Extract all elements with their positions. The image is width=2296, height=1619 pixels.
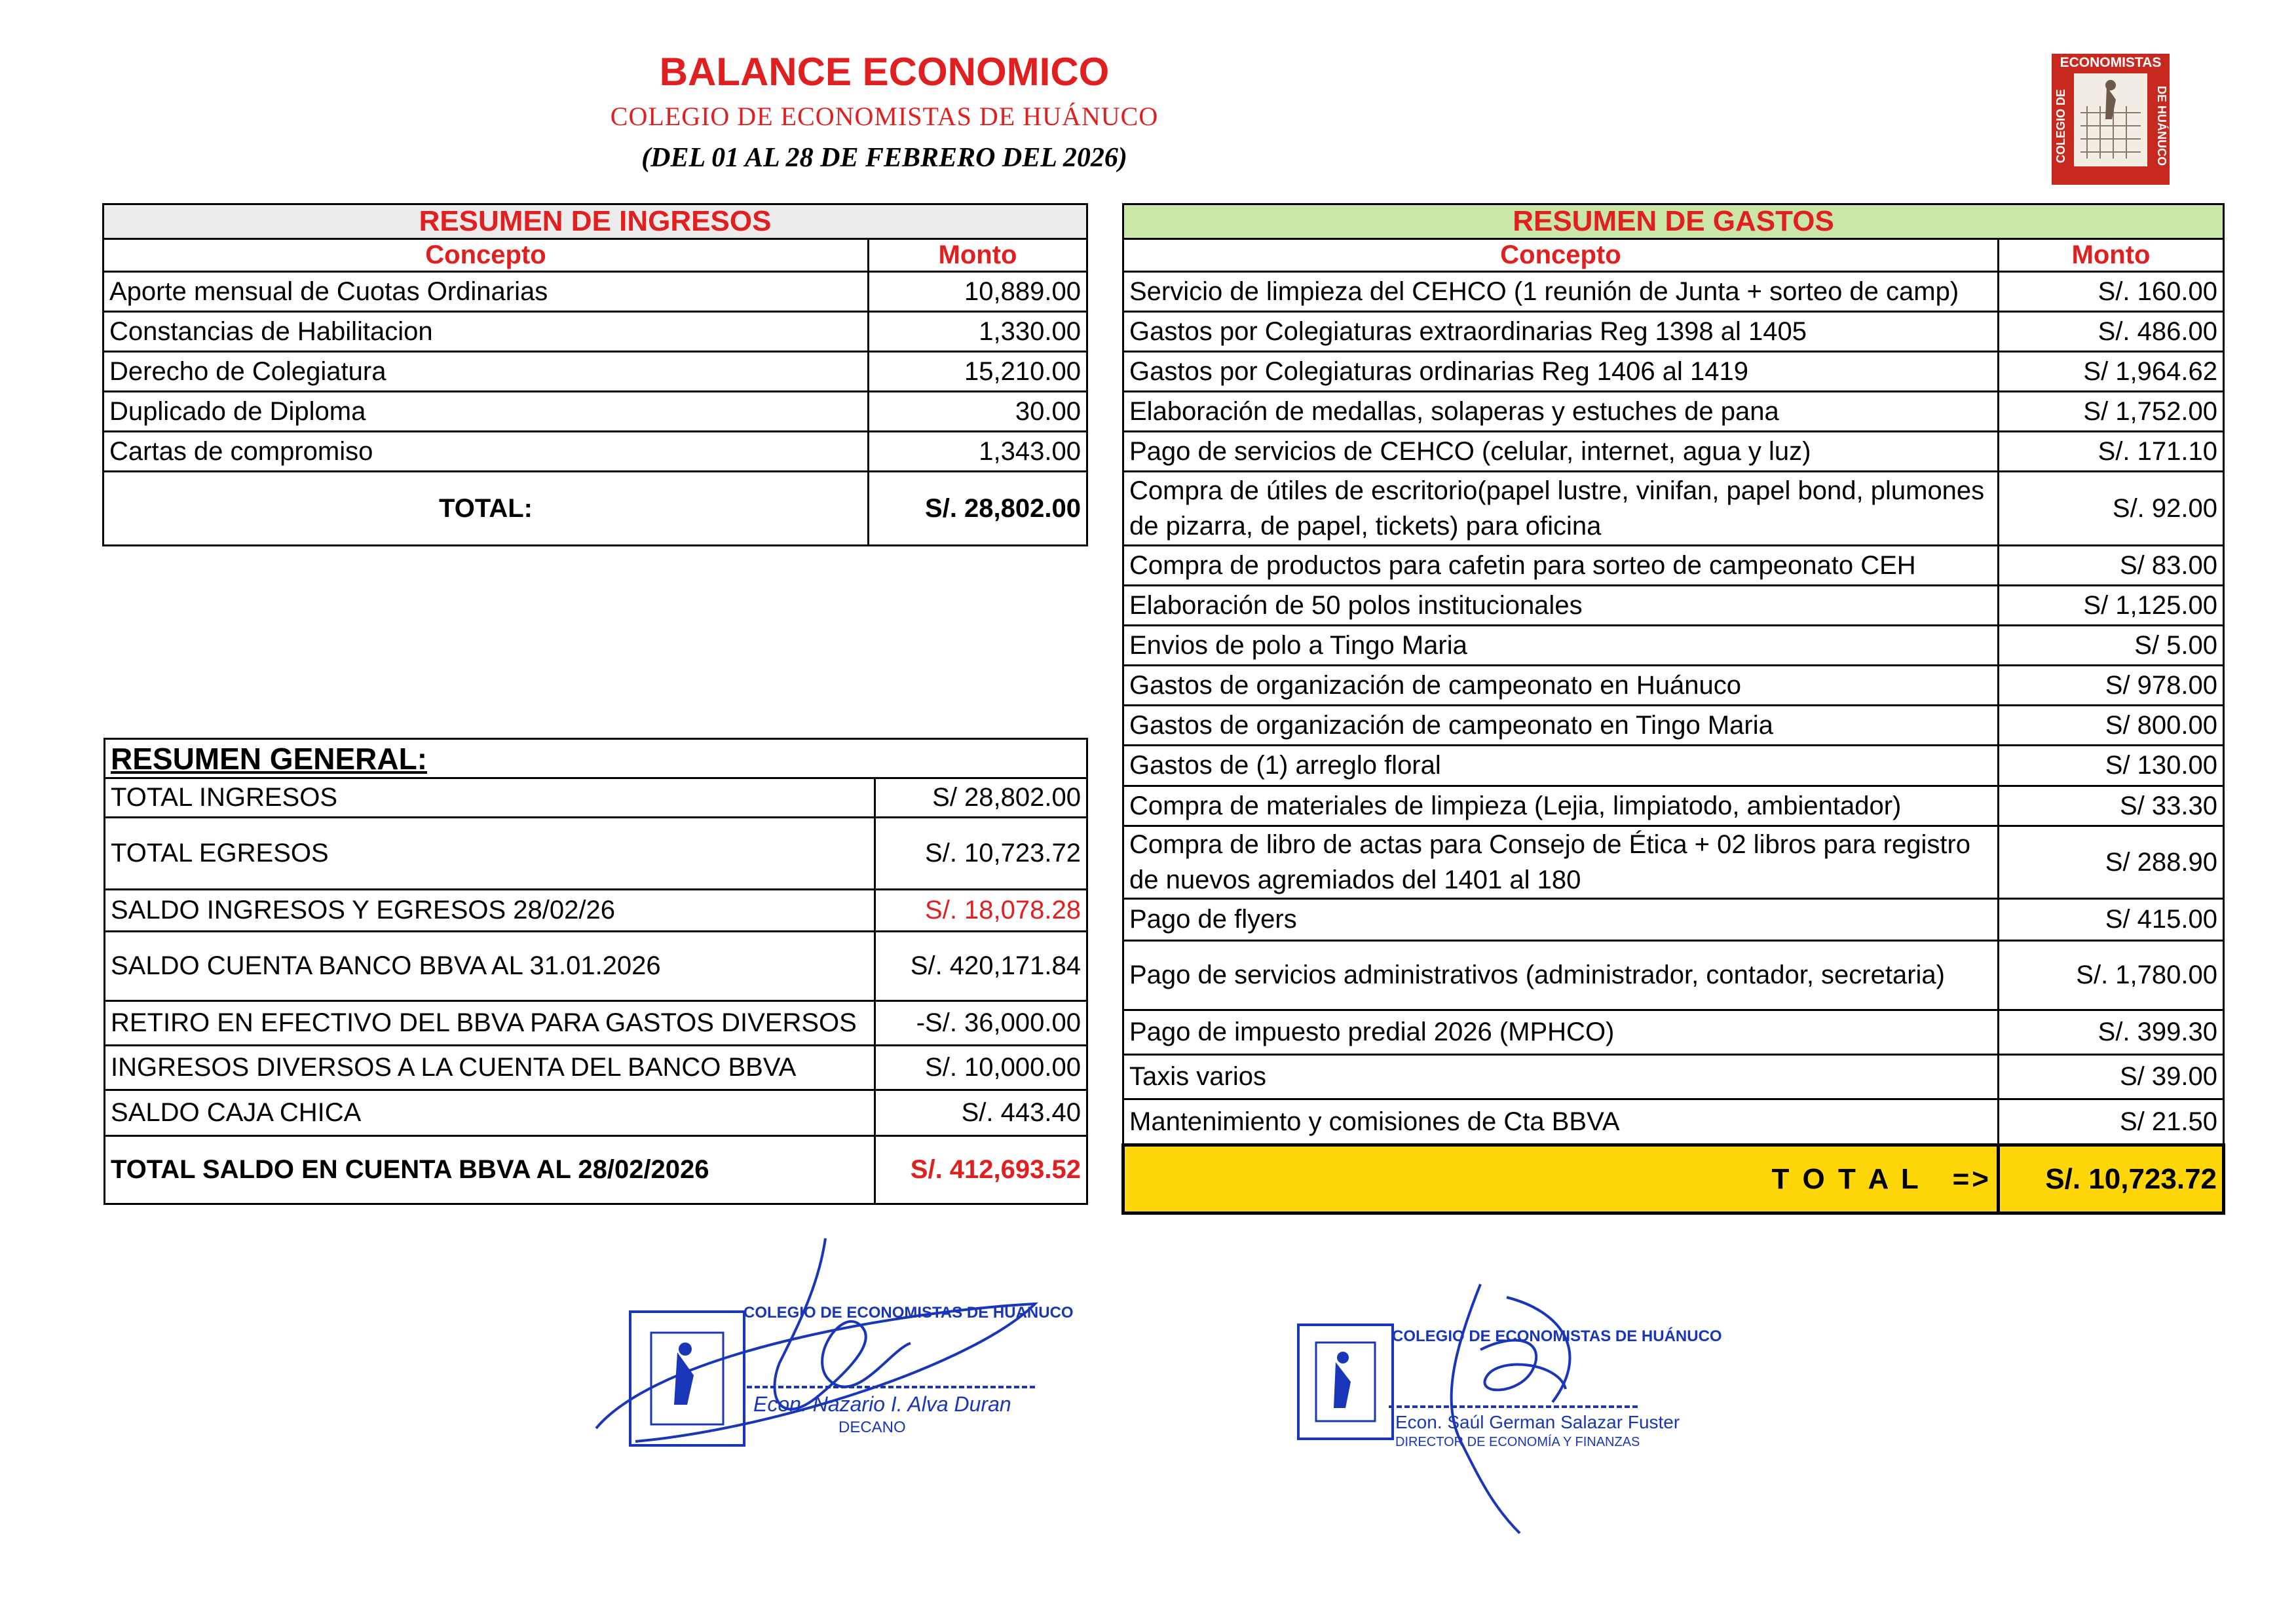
table-row <box>1123 1099 2224 1145</box>
table-row <box>1123 626 2224 666</box>
table-row <box>1123 746 2224 786</box>
document-subtitle: COLEGIO DE ECONOMISTAS DE HUÁNUCO <box>610 102 1159 131</box>
gastos-concepto: Elaboración de medallas, solaperas y estuches de pana <box>1123 392 1999 432</box>
stamp-text-decano: COLEGIO DE ECONOMISTAS DE HUÁNUCO <box>743 1304 1074 1322</box>
ingresos-concepto: Duplicado de Diploma <box>104 392 869 432</box>
table-row <box>1123 826 2224 899</box>
gastos-monto: S/ 978.00 <box>1999 666 2224 706</box>
table-row <box>104 272 1087 312</box>
table-row <box>105 932 1087 1001</box>
table-row <box>105 890 1087 932</box>
logo-right-text: DE HUÁNUCO <box>2155 85 2168 166</box>
table-row <box>1123 941 2224 1010</box>
resumen-general-title: RESUMEN GENERAL: <box>105 739 1087 778</box>
table-row <box>1123 899 2224 941</box>
resumen-general-table <box>104 738 1088 1205</box>
resumen-value-saldo: S/. 18,078.28 <box>875 890 1087 932</box>
table-row <box>1123 272 2224 312</box>
gastos-monto: S/ 5.00 <box>1999 626 2224 666</box>
table-row <box>105 818 1087 890</box>
gastos-concepto: Compra de productos para cafetin para sorteo de campeonato CEH <box>1123 546 1999 586</box>
resumen-value: S/ 28,802.00 <box>875 778 1087 818</box>
gastos-concepto: Compra de libro de actas para Consejo de Ética + 02 libros para registro de nuevos agremiados del 1401 al 180 <box>1123 826 1999 899</box>
gastos-concepto: Pago de servicios de CEHCO (celular, internet, agua y luz) <box>1123 432 1999 472</box>
resumen-value: S/. 443.40 <box>875 1090 1087 1136</box>
handwritten-signature-director <box>1284 1271 1690 1546</box>
resumen-total-value: S/. 412,693.52 <box>875 1136 1087 1204</box>
table-row <box>1123 786 2224 826</box>
gastos-monto: S/ 39.00 <box>1999 1055 2224 1099</box>
logo-top-text: ECONOMISTAS <box>2060 55 2162 70</box>
gastos-concepto: Mantenimiento y comisiones de Cta BBVA <box>1123 1099 1999 1145</box>
ingresos-total-label: TOTAL: <box>104 472 869 546</box>
gastos-table <box>1121 203 2225 1215</box>
ingresos-total-value: S/. 28,802.00 <box>869 472 1087 546</box>
gastos-monto: S/ 130.00 <box>1999 746 2224 786</box>
gastos-monto: S/. 486.00 <box>1999 312 2224 352</box>
ingresos-col-concepto: Concepto <box>104 239 869 272</box>
resumen-label: SALDO CUENTA BANCO BBVA AL 31.01.2026 <box>105 932 875 1001</box>
gastos-concepto: Pago de impuesto predial 2026 (MPHCO) <box>1123 1010 1999 1055</box>
ingresos-monto: 10,889.00 <box>869 272 1087 312</box>
table-row <box>1123 432 2224 472</box>
ingresos-table <box>102 203 1088 546</box>
signer-name-decano: Econ. Nazario I. Alva Duran <box>753 1392 1011 1416</box>
gastos-concepto: Gastos por Colegiaturas extraordinarias Reg 1398 al 1405 <box>1123 312 1999 352</box>
ingresos-concepto: Derecho de Colegiatura <box>104 352 869 392</box>
ingresos-col-monto: Monto <box>869 239 1087 272</box>
signer-name-director: Econ. Saúl German Salazar Fuster <box>1395 1412 1680 1432</box>
resumen-total-row <box>105 1136 1087 1204</box>
resumen-label: SALDO CAJA CHICA <box>105 1090 875 1136</box>
table-row <box>1123 1010 2224 1055</box>
gastos-concepto: Taxis varios <box>1123 1055 1999 1099</box>
gastos-concepto: Pago de flyers <box>1123 899 1999 941</box>
gastos-concepto: Gastos de (1) arreglo floral <box>1123 746 1999 786</box>
table-row <box>105 778 1087 818</box>
gastos-monto: S/. 92.00 <box>1999 472 2224 546</box>
signature-line-decano <box>747 1386 1035 1388</box>
table-row <box>104 312 1087 352</box>
ingresos-monto: 1,343.00 <box>869 432 1087 472</box>
gastos-concepto: Envios de polo a Tingo Maria <box>1123 626 1999 666</box>
stamp-text-director: COLEGIO DE ECONOMISTAS DE HUÁNUCO <box>1392 1327 1722 1345</box>
gastos-monto: S/. 1,780.00 <box>1999 941 2224 1010</box>
document-title: BALANCE ECONOMICO <box>659 50 1110 94</box>
signature-line-director <box>1389 1405 1638 1408</box>
gastos-total-label: T O T A L => <box>1123 1145 1999 1213</box>
table-row <box>104 352 1087 392</box>
table-row <box>1123 706 2224 746</box>
document-header <box>0 46 1769 181</box>
gastos-monto: S/ 1,125.00 <box>1999 586 2224 626</box>
gastos-monto: S/. 160.00 <box>1999 272 2224 312</box>
document-period: (DEL 01 AL 28 DE FEBRERO DEL 2026) <box>641 143 1127 173</box>
table-row <box>1123 472 2224 546</box>
table-row <box>1123 1055 2224 1099</box>
table-row <box>1123 392 2224 432</box>
gastos-monto: S/ 800.00 <box>1999 706 2224 746</box>
gastos-col-monto: Monto <box>1999 239 2224 272</box>
gastos-monto: S/. 399.30 <box>1999 1010 2224 1055</box>
logo-emblem <box>2074 73 2147 166</box>
table-row <box>1123 586 2224 626</box>
handwritten-signature-decano <box>583 1232 1042 1468</box>
resumen-label: TOTAL INGRESOS <box>105 778 875 818</box>
logo-left-text: COLEGIO DE <box>2054 88 2067 163</box>
ingresos-concepto: Constancias de Habilitacion <box>104 312 869 352</box>
resumen-total-label: TOTAL SALDO EN CUENTA BBVA AL 28/02/2026 <box>105 1136 875 1204</box>
resumen-label: SALDO INGRESOS Y EGRESOS 28/02/26 <box>105 890 875 932</box>
resumen-label: TOTAL EGRESOS <box>105 818 875 890</box>
gastos-monto: S/ 1,964.62 <box>1999 352 2224 392</box>
logo-bottom-strip <box>2052 170 2170 180</box>
gastos-col-concepto: Concepto <box>1123 239 1999 272</box>
signer-role-director: DIRECTOR DE ECONOMÍA Y FINANZAS <box>1395 1435 1640 1449</box>
table-row <box>1123 352 2224 392</box>
table-row <box>1123 546 2224 586</box>
ingresos-monto: 1,330.00 <box>869 312 1087 352</box>
ingresos-monto: 30.00 <box>869 392 1087 432</box>
ingresos-concepto: Aporte mensual de Cuotas Ordinarias <box>104 272 869 312</box>
ingresos-total-row <box>104 472 1087 546</box>
gastos-concepto: Compra de útiles de escritorio(papel lustre, vinifan, papel bond, plumones de pizarra, de papel, tickets) para oficina <box>1123 472 1999 546</box>
gastos-monto: S/ 288.90 <box>1999 826 2224 899</box>
gastos-title: RESUMEN DE GASTOS <box>1123 204 2224 239</box>
resumen-label: INGRESOS DIVERSOS A LA CUENTA DEL BANCO BBVA <box>105 1046 875 1090</box>
ingresos-monto: 15,210.00 <box>869 352 1087 392</box>
gastos-total-value: S/. 10,723.72 <box>1999 1145 2224 1213</box>
ingresos-title: RESUMEN DE INGRESOS <box>104 204 1087 239</box>
gastos-monto: S/ 1,752.00 <box>1999 392 2224 432</box>
signature-decano <box>576 1232 1074 1468</box>
ingresos-concepto: Cartas de compromiso <box>104 432 869 472</box>
resumen-value: S/. 10,723.72 <box>875 818 1087 890</box>
gastos-monto: S/ 83.00 <box>1999 546 2224 586</box>
gastos-concepto: Gastos por Colegiaturas ordinarias Reg 1406 al 1419 <box>1123 352 1999 392</box>
gastos-monto: S/. 171.10 <box>1999 432 2224 472</box>
signer-role-decano: DECANO <box>838 1419 906 1436</box>
resumen-label: RETIRO EN EFECTIVO DEL BBVA PARA GASTOS DIVERSOS <box>105 1001 875 1046</box>
gastos-concepto: Servicio de limpieza del CEHCO (1 reunión de Junta + sorteo de camp) <box>1123 272 1999 312</box>
gastos-concepto: Pago de servicios administrativos (administrador, contador, secretaria) <box>1123 941 1999 1010</box>
table-row <box>104 432 1087 472</box>
college-logo <box>2052 54 2170 185</box>
gastos-monto: S/ 415.00 <box>1999 899 2224 941</box>
gastos-concepto: Elaboración de 50 polos institucionales <box>1123 586 1999 626</box>
gastos-monto: S/ 21.50 <box>1999 1099 2224 1145</box>
resumen-value: -S/. 36,000.00 <box>875 1001 1087 1046</box>
gastos-monto: S/ 33.30 <box>1999 786 2224 826</box>
table-row <box>104 392 1087 432</box>
table-row <box>105 1046 1087 1090</box>
gastos-concepto: Compra de materiales de limpieza (Lejia, limpiatodo, ambientador) <box>1123 786 1999 826</box>
gastos-concepto: Gastos de organización de campeonato en Huánuco <box>1123 666 1999 706</box>
gastos-total-row <box>1123 1145 2224 1213</box>
resumen-value: S/. 10,000.00 <box>875 1046 1087 1090</box>
table-row <box>105 1090 1087 1136</box>
table-row <box>1123 666 2224 706</box>
signature-director <box>1284 1271 1722 1546</box>
table-row <box>105 1001 1087 1046</box>
resumen-value: S/. 420,171.84 <box>875 932 1087 1001</box>
gastos-concepto: Gastos de organización de campeonato en Tingo Maria <box>1123 706 1999 746</box>
table-row <box>1123 312 2224 352</box>
